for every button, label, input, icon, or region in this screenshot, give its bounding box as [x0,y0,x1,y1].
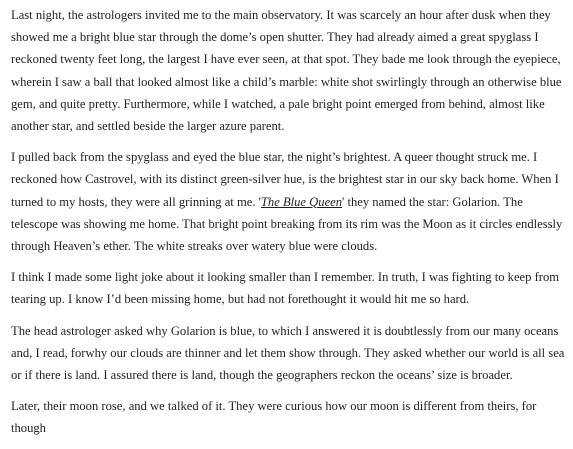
paragraph: I think I made some light joke about it looking smaller than I remember. In truth, I was fighting to keep from tearing up. I know I’d been missing home, but had not forethought it would hit me so hard. [11,270,560,307]
paragraph: Last night, the astrologers invited me to the main observatory. It was scarcely an hour after dusk when they showed me a bright blue star through the dome’s open shutter. They had already aimed a great spyglass I reckoned twenty feet long, the largest I have ever seen, at that spot. They bade me look through the eyepiece, wherein I saw a ball that looked almost like a child’s marble: white shot swirlingly through an otherwise blue gem, and quite pretty. Furthermore, while I watched, a pale bright point emerged from behind, almost like another star, and settled beside the larger azure parent. [11,8,562,134]
paragraph: The head astrologer asked why Golarion is blue, to which I answered it is doubtlessly from our many oceans and, I read, forwhy our clouds are thinner and let them show through. They asked whether our world is all sea or if there is land. I assured there is land, though the geographers reckon the oceans’ size is broader. [11,323,565,383]
paragraph-text: I pulled back from the spyglass and eyed the blue star, the night’s brightest. A queer thought struck me. I reckoned how Castrovel, with its distinct green-silver hue, is the brightest star in our sky back home. When I turned to my hosts, they were all grinning at me. ' [11,150,559,209]
title-reference-link[interactable]: The Blue Queen [260,194,343,209]
paragraph: Later, their moon rose, and we talked of it. They were curious how our moon is different from theirs, for though [11,399,537,436]
document-body [11,4,566,449]
paragraph [11,146,566,257]
paragraph-text: ' they named the star: Golarion. The telescope was showing me home. That bright point breaking from its rim was the Moon as it circles endlessly through Heaven’s ether. The white streaks over watery blue were clouds. [11,194,563,254]
